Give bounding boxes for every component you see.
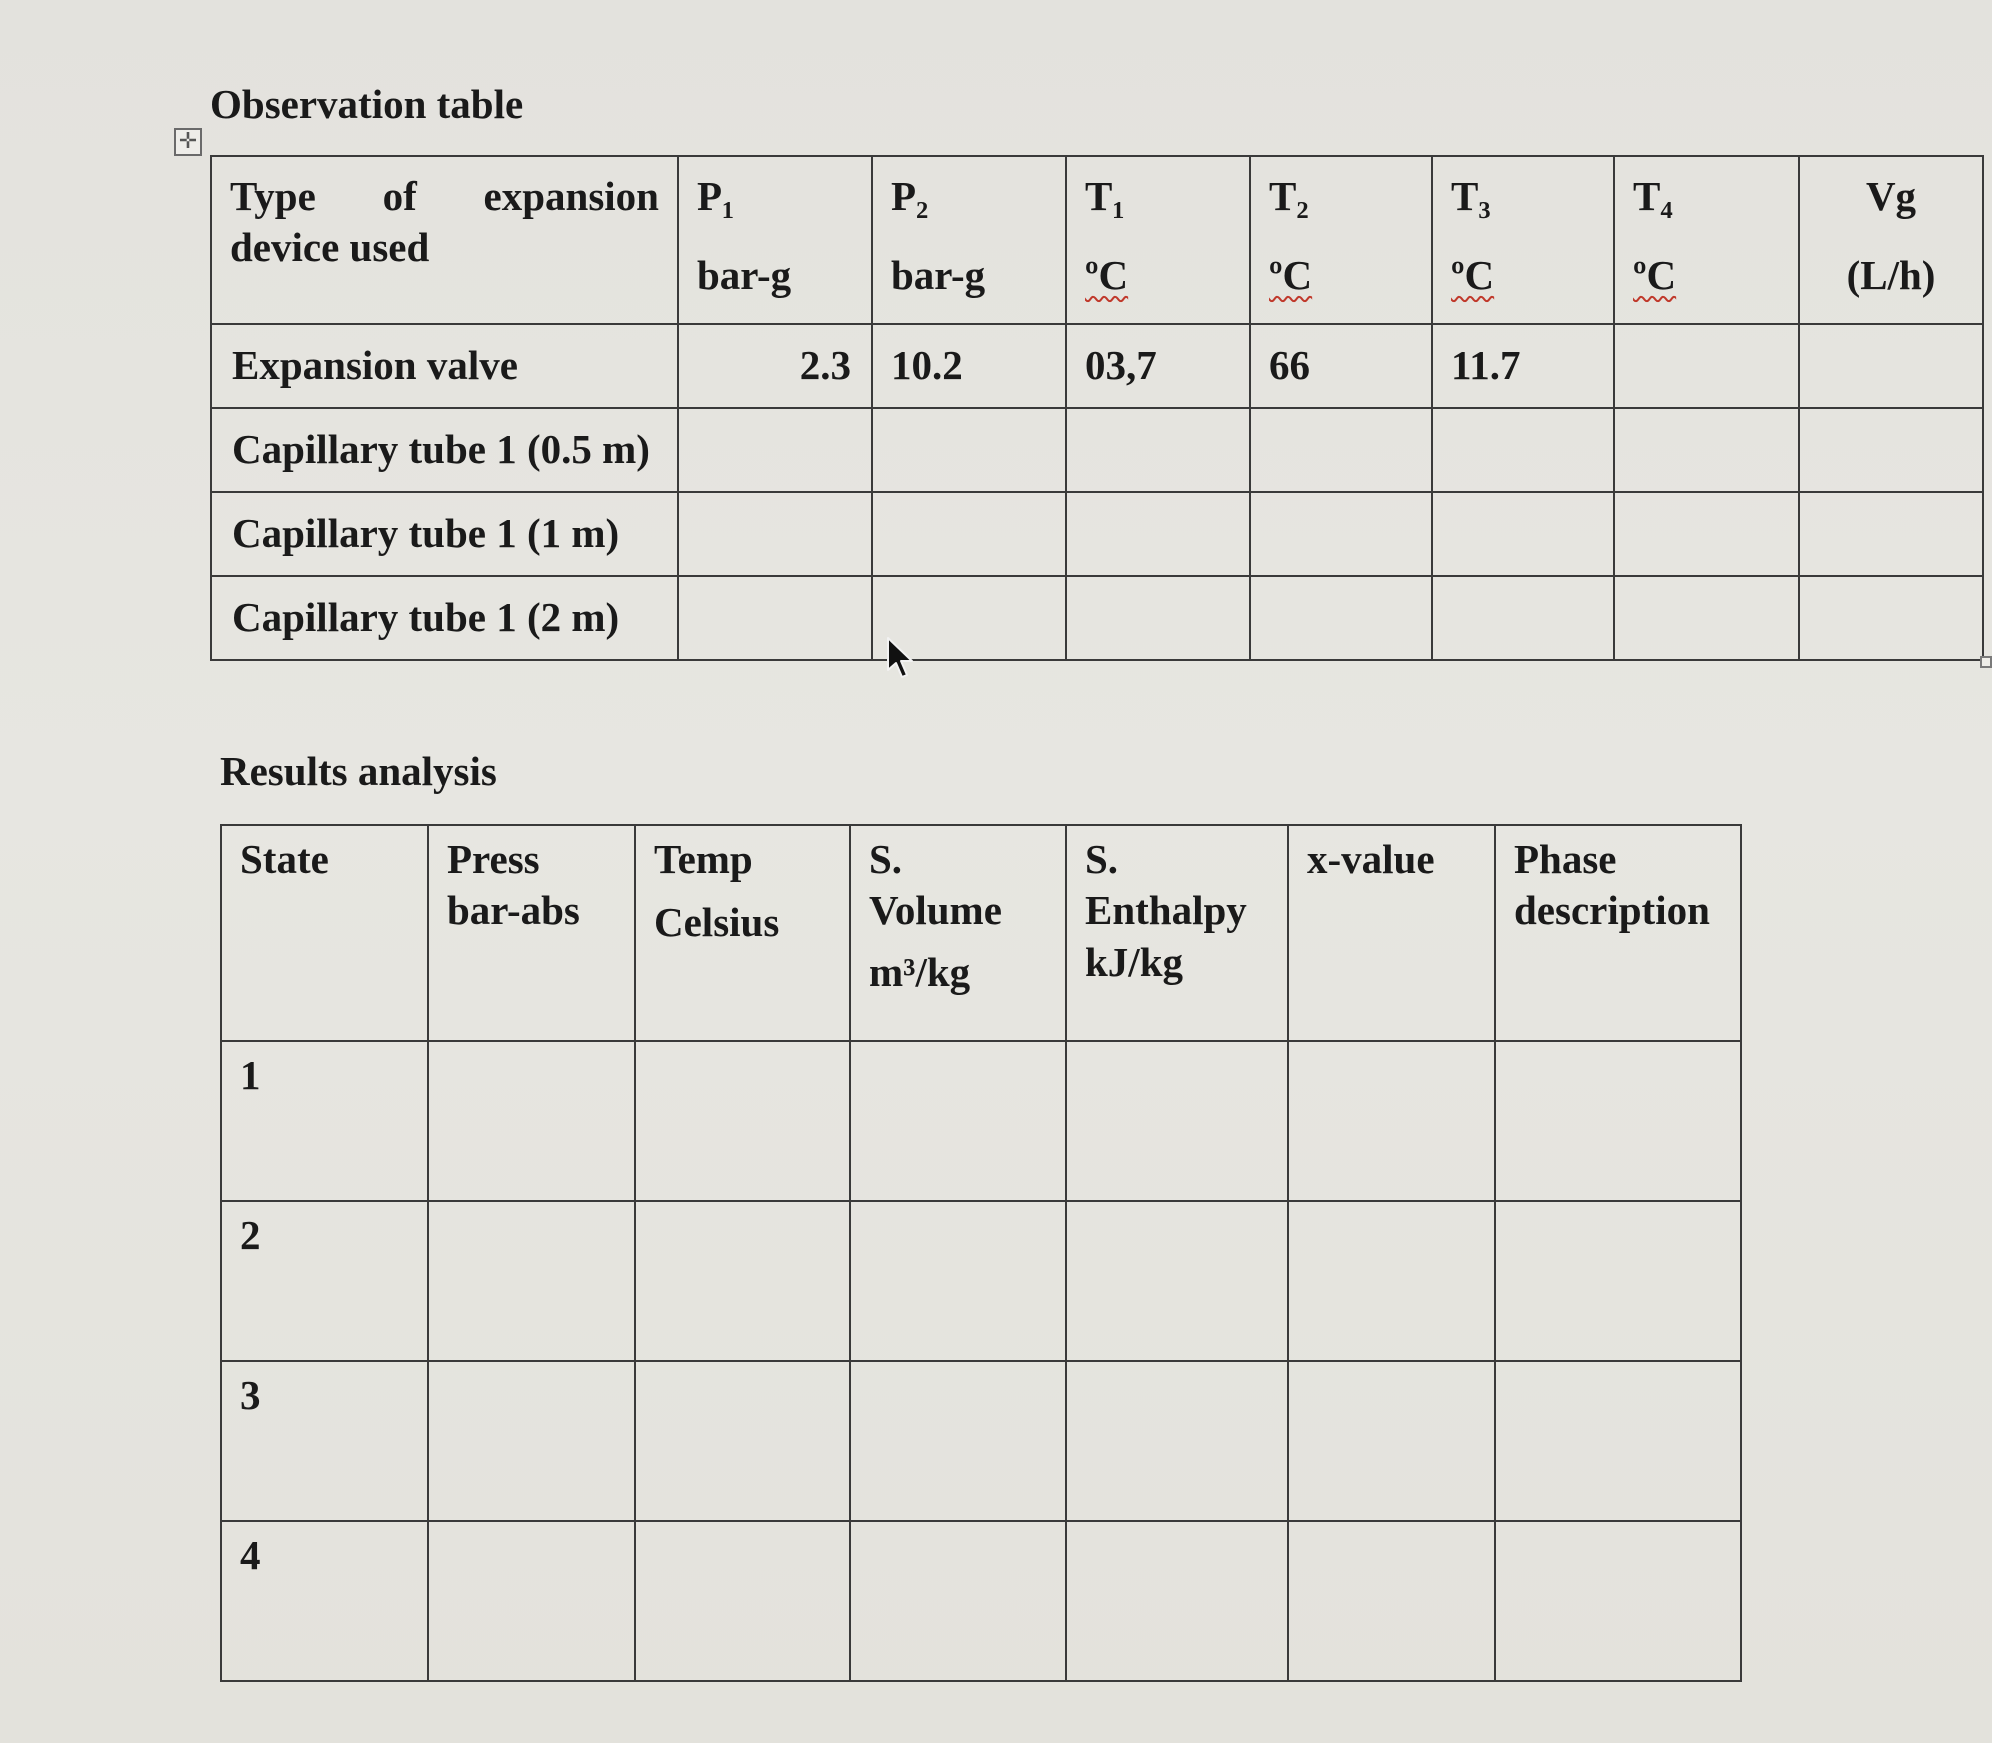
cell-phase[interactable] bbox=[1495, 1521, 1741, 1681]
header-press-label: Press bbox=[447, 836, 540, 882]
row-label-capillary-1m[interactable]: Capillary tube 1 (1 m) bbox=[211, 492, 678, 576]
cell-enthalpy[interactable] bbox=[1066, 1521, 1288, 1681]
header-t3[interactable] bbox=[1432, 156, 1614, 324]
cell-t4[interactable] bbox=[1614, 324, 1799, 408]
results-table bbox=[220, 824, 1742, 1682]
header-enthalpy-unit: kJ/kg bbox=[1085, 938, 1183, 985]
cell-p2[interactable] bbox=[872, 492, 1066, 576]
cell-press[interactable] bbox=[428, 1041, 635, 1201]
cell-p1[interactable] bbox=[678, 576, 872, 660]
cell-t3[interactable] bbox=[1432, 576, 1614, 660]
header-volume-label-1: S. bbox=[869, 836, 903, 882]
header-t4-symbol: T₄ bbox=[1633, 173, 1673, 219]
cell-x-value[interactable] bbox=[1288, 1521, 1495, 1681]
observation-table bbox=[210, 155, 1984, 661]
header-p2[interactable] bbox=[872, 156, 1066, 324]
cell-t4[interactable] bbox=[1614, 408, 1799, 492]
header-specific-enthalpy[interactable] bbox=[1066, 825, 1288, 1041]
cell-enthalpy[interactable] bbox=[1066, 1201, 1288, 1361]
cell-t2[interactable] bbox=[1250, 576, 1432, 660]
cell-t4[interactable] bbox=[1614, 576, 1799, 660]
cell-phase[interactable] bbox=[1495, 1201, 1741, 1361]
header-x-value-label: x-value bbox=[1307, 836, 1435, 882]
cell-volume[interactable] bbox=[850, 1521, 1066, 1681]
observation-header-row bbox=[211, 156, 1983, 324]
cell-t1[interactable] bbox=[1066, 576, 1250, 660]
header-x-value[interactable] bbox=[1288, 825, 1495, 1041]
header-phase-description[interactable] bbox=[1495, 825, 1741, 1041]
header-t2[interactable] bbox=[1250, 156, 1432, 324]
mouse-pointer-icon bbox=[886, 636, 916, 680]
cell-volume[interactable] bbox=[850, 1361, 1066, 1521]
observation-row bbox=[211, 576, 1983, 660]
cell-t1[interactable] bbox=[1066, 408, 1250, 492]
cell-temp[interactable] bbox=[635, 1521, 850, 1681]
cell-phase[interactable] bbox=[1495, 1361, 1741, 1521]
header-t1[interactable] bbox=[1066, 156, 1250, 324]
cell-state[interactable]: 3 bbox=[221, 1361, 428, 1521]
header-vg-unit: (L/h) bbox=[1846, 252, 1936, 299]
cell-phase[interactable] bbox=[1495, 1041, 1741, 1201]
header-volume-unit: m³/kg bbox=[869, 948, 971, 995]
header-phase-label-2: description bbox=[1514, 887, 1710, 934]
header-temp-label: Temp bbox=[654, 836, 753, 882]
cell-t3[interactable] bbox=[1432, 408, 1614, 492]
header-p1-symbol: P₁ bbox=[697, 173, 735, 219]
header-t1-symbol: T₁ bbox=[1085, 173, 1125, 219]
cell-x-value[interactable] bbox=[1288, 1201, 1495, 1361]
header-device-type[interactable]: Type of expansion device used bbox=[211, 156, 678, 324]
cell-press[interactable] bbox=[428, 1521, 635, 1681]
row-label-capillary-2m[interactable]: Capillary tube 1 (2 m) bbox=[211, 576, 678, 660]
results-header-row bbox=[221, 825, 1741, 1041]
header-t4-unit: ºC bbox=[1633, 252, 1677, 299]
cell-p1[interactable] bbox=[678, 492, 872, 576]
header-t3-unit: ºC bbox=[1451, 252, 1495, 299]
cell-state[interactable]: 4 bbox=[221, 1521, 428, 1681]
cell-p1[interactable] bbox=[678, 408, 872, 492]
header-temp-unit: Celsius bbox=[654, 899, 780, 946]
cell-vg[interactable] bbox=[1799, 576, 1983, 660]
observation-row bbox=[211, 492, 1983, 576]
cell-p2[interactable] bbox=[872, 408, 1066, 492]
row-label-expansion-valve[interactable]: Expansion valve bbox=[211, 324, 678, 408]
header-p1[interactable] bbox=[678, 156, 872, 324]
cell-vg[interactable] bbox=[1799, 408, 1983, 492]
header-p1-unit: bar-g bbox=[697, 252, 792, 299]
cell-state[interactable]: 2 bbox=[221, 1201, 428, 1361]
results-row bbox=[221, 1041, 1741, 1201]
row-label-capillary-0-5m[interactable]: Capillary tube 1 (0.5 m) bbox=[211, 408, 678, 492]
cell-enthalpy[interactable] bbox=[1066, 1041, 1288, 1201]
cell-t2[interactable]: 66 bbox=[1250, 324, 1432, 408]
cell-volume[interactable] bbox=[850, 1041, 1066, 1201]
cell-t1[interactable] bbox=[1066, 492, 1250, 576]
observation-table-title: Observation table bbox=[210, 81, 524, 127]
results-row bbox=[221, 1201, 1741, 1361]
cell-temp[interactable] bbox=[635, 1201, 850, 1361]
cell-x-value[interactable] bbox=[1288, 1361, 1495, 1521]
header-t3-symbol: T₃ bbox=[1451, 173, 1491, 219]
header-press-unit: bar-abs bbox=[447, 887, 580, 934]
header-press[interactable] bbox=[428, 825, 635, 1041]
results-row bbox=[221, 1361, 1741, 1521]
cell-t1[interactable]: 03,7 bbox=[1066, 324, 1250, 408]
cell-vg[interactable] bbox=[1799, 492, 1983, 576]
header-t1-unit: ºC bbox=[1085, 252, 1129, 299]
cell-temp[interactable] bbox=[635, 1041, 850, 1201]
cell-x-value[interactable] bbox=[1288, 1041, 1495, 1201]
cell-p2[interactable]: 10.2 bbox=[872, 324, 1066, 408]
header-specific-volume[interactable] bbox=[850, 825, 1066, 1041]
header-p2-unit: bar-g bbox=[891, 252, 986, 299]
header-state-label: State bbox=[240, 836, 329, 882]
cell-t2[interactable] bbox=[1250, 408, 1432, 492]
cell-p1[interactable]: 2.3 bbox=[678, 324, 872, 408]
header-t4[interactable] bbox=[1614, 156, 1799, 324]
table-move-handle-icon[interactable]: ✛ bbox=[174, 128, 202, 156]
cell-press[interactable] bbox=[428, 1201, 635, 1361]
cell-t3[interactable] bbox=[1432, 492, 1614, 576]
cell-t2[interactable] bbox=[1250, 492, 1432, 576]
cell-t3[interactable]: 11.7 bbox=[1432, 324, 1614, 408]
header-vg[interactable] bbox=[1799, 156, 1983, 324]
cell-vg[interactable] bbox=[1799, 324, 1983, 408]
observation-row bbox=[211, 324, 1983, 408]
cell-enthalpy[interactable] bbox=[1066, 1361, 1288, 1521]
cell-press[interactable] bbox=[428, 1361, 635, 1521]
cell-state[interactable]: 1 bbox=[221, 1041, 428, 1201]
header-phase-label-1: Phase bbox=[1514, 836, 1617, 882]
header-p2-symbol: P₂ bbox=[891, 173, 929, 219]
header-t2-symbol: T₂ bbox=[1269, 173, 1309, 219]
cell-volume[interactable] bbox=[850, 1201, 1066, 1361]
cell-temp[interactable] bbox=[635, 1361, 850, 1521]
header-state[interactable] bbox=[221, 825, 428, 1041]
header-vg-symbol: Vg bbox=[1865, 173, 1917, 219]
cell-t4[interactable] bbox=[1614, 492, 1799, 576]
header-temp[interactable] bbox=[635, 825, 850, 1041]
results-analysis-title: Results analysis bbox=[220, 748, 497, 794]
table-resize-handle[interactable] bbox=[1980, 656, 1992, 668]
observation-row bbox=[211, 408, 1983, 492]
results-row bbox=[221, 1521, 1741, 1681]
header-enthalpy-label-1: S. bbox=[1085, 836, 1119, 882]
header-enthalpy-label-2: Enthalpy bbox=[1085, 887, 1247, 934]
header-volume-label-2: Volume bbox=[869, 887, 1002, 934]
header-t2-unit: ºC bbox=[1269, 252, 1313, 299]
